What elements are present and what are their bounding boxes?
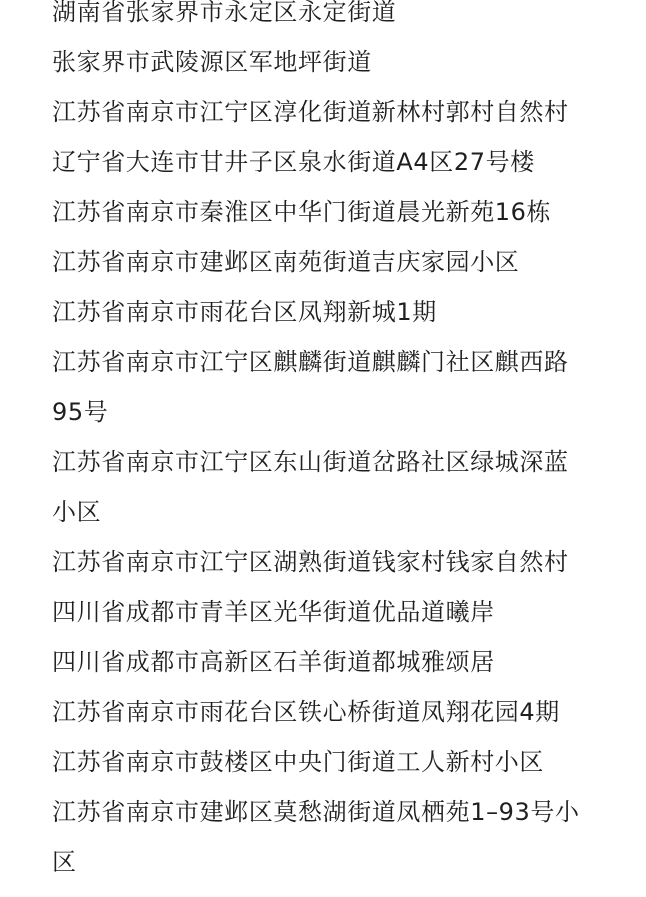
address-line: 江苏省南京市江宁区湖熟街道钱家村钱家自然村 — [52, 548, 569, 576]
address-line: 江苏省南京市江宁区东山街道岔路社区绿城深蓝 — [52, 448, 569, 476]
address-line: 四川省成都市青羊区光华街道优品道曦岸 — [52, 598, 495, 626]
address-line: 辽宁省大连市甘井子区泉水街道A4区27号楼 — [52, 148, 535, 176]
address-line-continuation: 小区 — [52, 498, 102, 526]
address-line: 张家界市武陵源区军地坪街道 — [52, 48, 372, 76]
address-list — [52, 0, 608, 887]
address-line: 江苏省南京市建邺区南苑街道吉庆家园小区 — [52, 248, 520, 276]
address-line: 江苏省南京市雨花台区铁心桥街道凤翔花园4期 — [52, 698, 560, 726]
address-line: 江苏省南京市雨花台区凤翔新城1期 — [52, 298, 437, 326]
address-line-continuation: 区 — [52, 848, 77, 876]
address-line: 湖南省张家界市永定区永定街道 — [52, 0, 397, 26]
address-line-continuation: 95号 — [52, 398, 109, 426]
address-line: 江苏省南京市江宁区麒麟街道麒麟门社区麒西路 — [52, 348, 569, 376]
address-line: 江苏省南京市鼓楼区中央门街道工人新村小区 — [52, 748, 544, 776]
address-line: 四川省成都市高新区石羊街道都城雅颂居 — [52, 648, 495, 676]
address-line: 江苏省南京市建邺区莫愁湖街道凤栖苑1–93号小 — [52, 798, 580, 826]
address-line: 江苏省南京市秦淮区中华门街道晨光新苑16栋 — [52, 198, 552, 226]
address-line: 江苏省南京市江宁区淳化街道新林村郭村自然村 — [52, 98, 569, 126]
